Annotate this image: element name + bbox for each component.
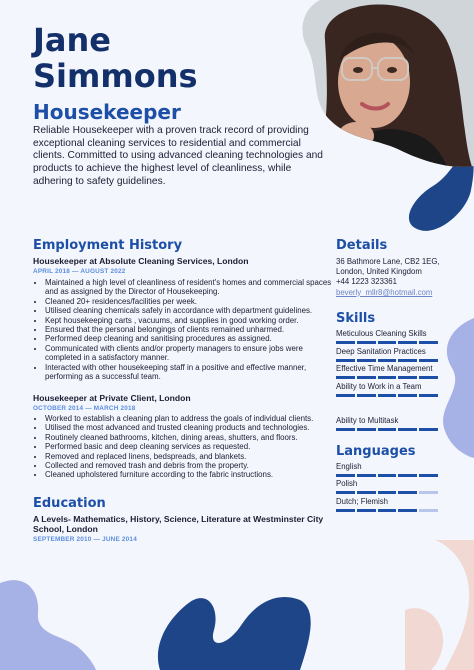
profile-summary: Reliable Housekeeper with a proven track record of providing exceptional cleaning services to residential and commercial clients. Committed to using advanced cleaning technologies and products to achieve the highest level of cleanliness, while adhering to safety guidelines. — [33, 125, 323, 187]
job-bullet: • Utilised the most advanced and trusted cleaning products and technologies. — [45, 423, 337, 432]
languages-section-title: Languages — [336, 444, 416, 459]
level-segment — [378, 474, 397, 477]
level-segment — [357, 359, 376, 362]
job-role: Housekeeper — [33, 100, 181, 124]
language-item — [336, 497, 438, 512]
level-segment — [336, 341, 355, 344]
level-segment — [336, 359, 355, 362]
details-section-title: Details — [336, 238, 388, 253]
contact-details — [336, 257, 441, 298]
skill-item — [336, 329, 438, 344]
level-segment — [378, 394, 397, 397]
first-name: Jane — [33, 21, 111, 59]
level-segment — [419, 428, 438, 431]
employment-section-title: Employment History — [33, 238, 183, 253]
level-segment — [398, 359, 417, 362]
skills-section-title: Skills — [336, 311, 376, 326]
skill-level-bar — [336, 376, 438, 379]
skill-label: Deep Sanitation Practices — [336, 347, 426, 356]
language-level-bar — [336, 491, 438, 494]
level-segment — [336, 428, 355, 431]
level-segment — [398, 491, 417, 494]
level-segment — [378, 491, 397, 494]
skill-level-bar — [336, 341, 438, 344]
job-bullet: • Collected and removed trash and debris from the property. — [45, 461, 337, 470]
job-bullet-list — [33, 278, 337, 381]
level-segment — [419, 376, 438, 379]
level-segment — [336, 394, 355, 397]
address-line: London, United Kingdom — [336, 267, 422, 277]
level-segment — [419, 359, 438, 362]
level-segment — [398, 376, 417, 379]
level-segment — [378, 341, 397, 344]
language-level-bar — [336, 509, 438, 512]
level-segment — [419, 491, 438, 494]
job-bullet: • Cleaned upholstered furniture according to the fabric instructions. — [45, 470, 337, 479]
skill-level-bar — [336, 394, 438, 397]
level-segment — [336, 376, 355, 379]
level-segment — [336, 509, 355, 512]
job-bullet: • Routinely cleaned bathrooms, kitchen, dining areas, shutters, and floors. — [45, 433, 337, 442]
education-section-title: Education — [33, 496, 106, 511]
skill-label: Effective Time Management — [336, 364, 433, 373]
level-segment — [398, 509, 417, 512]
level-segment — [378, 376, 397, 379]
level-segment — [357, 509, 376, 512]
job-bullet: • Communicated with clients and/or property managers to ensure jobs were completed in a satisfactory manner. — [45, 344, 337, 363]
job-dates: APRIL 2018 — AUGUST 2022 — [33, 268, 126, 275]
skill-label: Ability to Work in a Team — [336, 382, 422, 391]
job-bullet: • Maintained a high level of cleanliness of resident's homes and commercial spaces and as assigned by the Director of Housekeeping. — [45, 278, 337, 297]
job-bullet: • Worked to establish a cleaning plan to address the goals of individual clients. — [45, 414, 337, 423]
job-bullet: • Interacted with other housekeeping staff in a positive and effective manner, performing as a successful team. — [45, 363, 337, 382]
skill-item — [336, 382, 438, 397]
job-bullet: • Performed basic and deep cleaning services as requested. — [45, 442, 337, 451]
phone-number: +44 1223 323361 — [336, 277, 397, 287]
decorative-blob-bottom-left — [0, 565, 120, 670]
job-bullet: • Ensured that the personal belongings of clients remained unharmed. — [45, 325, 337, 334]
skill-item — [336, 416, 438, 431]
level-segment — [419, 394, 438, 397]
language-item — [336, 479, 438, 494]
job-bullet: • Kept housekeeping carts , vacuums, and supplies in good working order. — [45, 316, 337, 325]
level-segment — [398, 428, 417, 431]
level-segment — [378, 509, 397, 512]
language-level-bar — [336, 474, 438, 477]
level-segment — [419, 509, 438, 512]
level-segment — [357, 341, 376, 344]
level-segment — [378, 359, 397, 362]
level-segment — [357, 474, 376, 477]
education-dates: SEPTEMBER 2010 — JUNE 2014 — [33, 536, 137, 543]
skill-item — [336, 364, 438, 379]
job-bullet: • Utilised cleaning chemicals safely in accordance with department guidelines. — [45, 306, 337, 315]
language-label: Dutch; Flemish — [336, 497, 388, 506]
level-segment — [419, 341, 438, 344]
level-segment — [398, 474, 417, 477]
job-bullet: • Performed deep cleaning and sanitising procedures as assigned. — [45, 334, 337, 343]
skill-level-bar — [336, 359, 438, 362]
education-entry: A Levels- Mathematics, History, Science, Literature at Westminster City School, London — [33, 514, 324, 535]
level-segment — [398, 341, 417, 344]
job-title: Housekeeper at Private Client, London — [33, 393, 191, 403]
job-title: Housekeeper at Absolute Cleaning Services, London — [33, 256, 249, 266]
level-segment — [378, 428, 397, 431]
job-dates: OCTOBER 2014 — MARCH 2018 — [33, 405, 136, 412]
job-bullet: • Removed and replaced linens, bedspreads, and blankets. — [45, 452, 337, 461]
level-segment — [357, 428, 376, 431]
decorative-blob-bottom-center — [150, 590, 320, 670]
address-line: 36 Bathmore Lane, CB2 1EG, — [336, 257, 440, 266]
skill-label: Ability to Multitask — [336, 416, 399, 425]
level-segment — [398, 394, 417, 397]
email-link[interactable]: beverly_mllr8@hotmail.com — [336, 287, 433, 297]
level-segment — [419, 474, 438, 477]
level-segment — [357, 394, 376, 397]
skill-item — [336, 347, 438, 362]
level-segment — [336, 474, 355, 477]
level-segment — [357, 491, 376, 494]
job-bullet-list — [33, 414, 337, 480]
skill-level-bar — [336, 428, 438, 431]
language-label: Polish — [336, 479, 358, 488]
level-segment — [357, 376, 376, 379]
last-name: Simmons — [33, 57, 198, 95]
candidate-name — [33, 22, 198, 94]
language-item — [336, 462, 438, 477]
level-segment — [336, 491, 355, 494]
decorative-blob-bottom-right — [405, 540, 474, 670]
skill-label: Meticulous Cleaning Skills — [336, 329, 427, 338]
job-bullet: • Cleaned 20+ residences/facilities per week. — [45, 297, 337, 306]
language-label: English — [336, 462, 362, 471]
